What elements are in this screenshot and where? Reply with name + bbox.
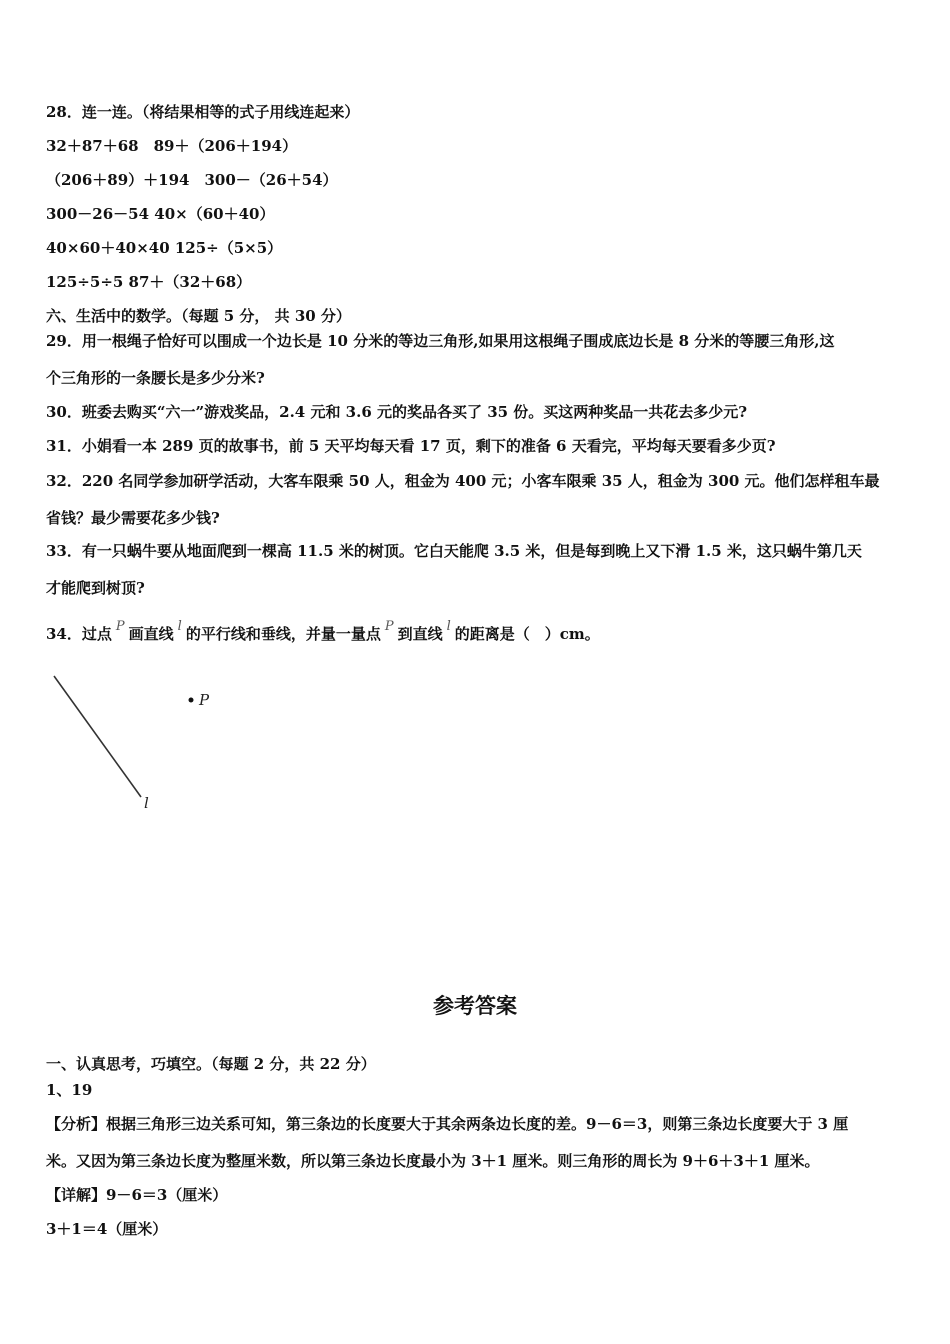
point-p-label: P: [199, 691, 210, 709]
q30: 30．班委去购买“六一”游戏奖品，2.4 元和 3.6 元的奖品各买了 35 份。买这两种奖品一共花去多少元?: [46, 403, 748, 421]
q34-figure: [40, 660, 240, 820]
q28-title: 28．连一连。（将结果相等的式子用线连起来）: [46, 103, 360, 121]
detail-line-2: 3＋1＝4（厘米）: [46, 1220, 168, 1238]
line-l-label: l: [144, 794, 149, 812]
analysis-line-2: 米。又因为第三条边长度为整厘米数，所以第三条边长度最小为 3＋1 厘米。则三角形的周长为 9＋6＋3＋1 厘米。: [46, 1152, 820, 1170]
q29-line-1: 29．用一根绳子恰好可以围成一个边长是 10 分米的等边三角形,如果用这根绳子围成底边长是 8 分米的等腰三角形,这: [46, 332, 835, 350]
q33-line-1: 33．有一只蜗牛要从地面爬到一棵高 11.5 米的树顶。它白天能爬 3.5 米，但是每到晚上又下滑 1.5 米，这只蜗牛第几天: [46, 542, 862, 560]
answer-1: 1、19: [46, 1081, 93, 1099]
answers-title: 参考答案: [433, 993, 517, 1018]
line-l: [54, 676, 141, 797]
q28-row-2: （206＋89）＋194 300－（26＋54）: [46, 171, 338, 189]
q34-part-5: 的距离是（ ）cm。: [454, 625, 600, 643]
q29-line-2: 个三角形的一条腰长是多少分米?: [46, 369, 265, 387]
q28-row-1: 32＋87＋68 89＋（206＋194）: [46, 137, 298, 155]
q34-part-3: 的平行线和垂线，并量一量点: [185, 625, 381, 643]
q34-var-p-2: P: [384, 619, 394, 634]
section-6-heading: 六、生活中的数学。（每题 5 分， 共 30 分）: [46, 307, 351, 325]
answers-section-1: 一、认真思考，巧填空。（每题 2 分，共 22 分）: [46, 1055, 376, 1073]
q34-part-2: 画直线: [128, 625, 174, 643]
q34: [46, 619, 600, 646]
q28-row-3: 300－26－54 40×（60＋40）: [46, 205, 275, 223]
q32-line-2: 省钱？最少需要花多少钱?: [46, 509, 220, 527]
q28-row-5: 125÷5÷5 87＋（32＋68）: [46, 273, 252, 291]
q33-line-2: 才能爬到树顶?: [46, 579, 145, 597]
q34-part-4: 到直线: [397, 625, 443, 643]
point-p: [189, 698, 194, 703]
analysis-line-1: 【分析】根据三角形三边关系可知，第三条边的长度要大于其余两条边长度的差。9－6＝3，则第三条边长度要大于 3 厘: [46, 1115, 849, 1133]
q31: 31．小娟看一本 289 页的故事书，前 5 天平均每天看 17 页，剩下的准备 6 天看完，平均每天要看多少页?: [46, 437, 776, 455]
q34-part-1: 34．过点: [46, 625, 112, 643]
q28-row-4: 40×60＋40×40 125÷（5×5）: [46, 239, 283, 257]
q32-line-1: 32．220 名同学参加研学活动，大客车限乘 50 人，租金为 400 元；小客车限乘 35 人，租金为 300 元。他们怎样租车最: [46, 472, 880, 490]
detail-line-1: 【详解】9－6＝3（厘米）: [46, 1186, 228, 1204]
q34-var-p: P: [115, 619, 125, 634]
q34-var-l: l: [177, 619, 182, 634]
q34-var-l-2: l: [446, 619, 451, 634]
